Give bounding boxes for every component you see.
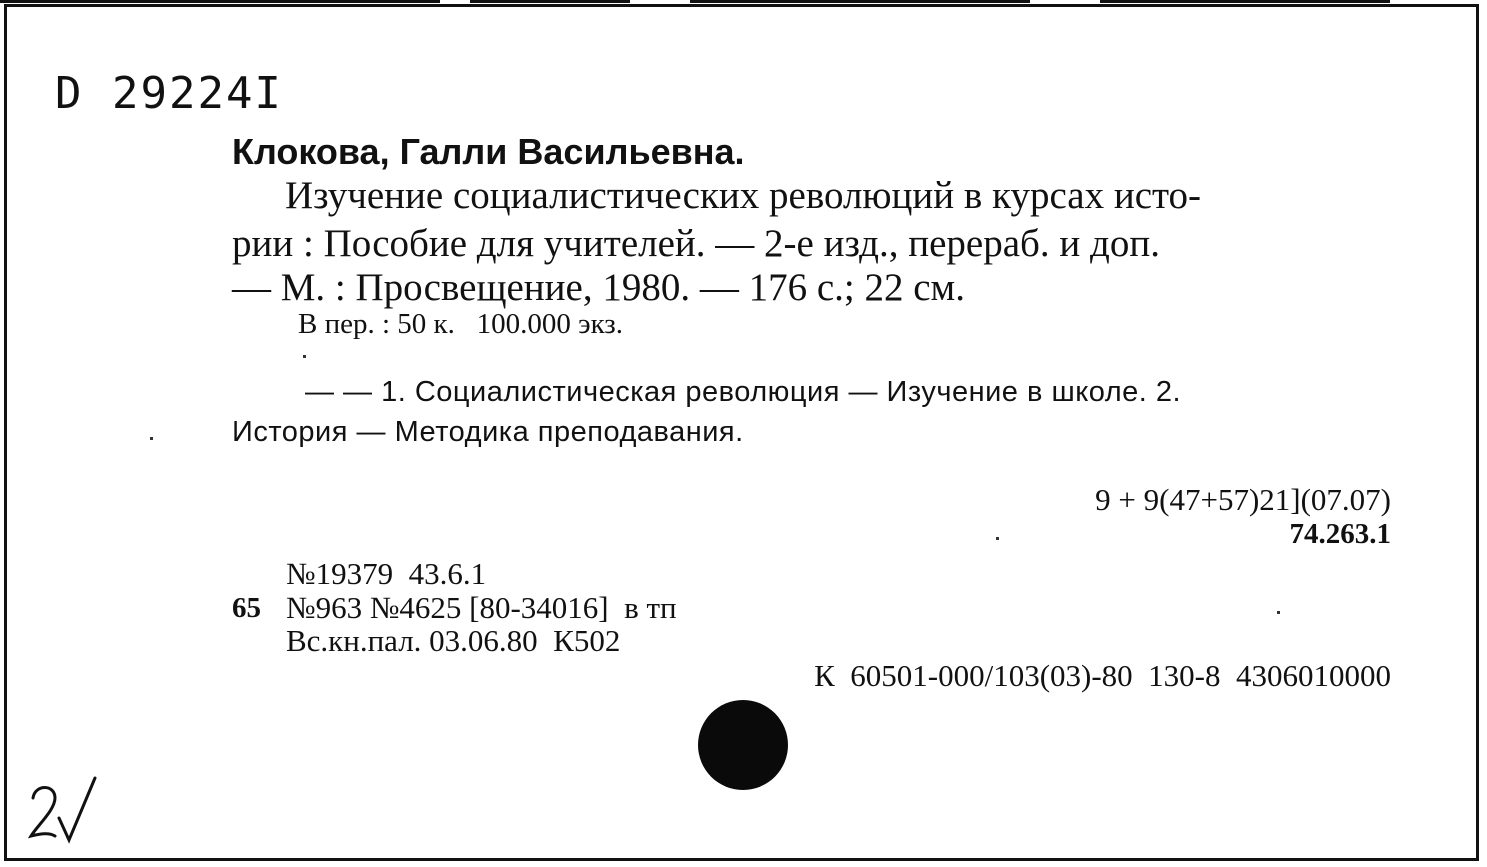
handwritten-mark	[25, 770, 105, 850]
top-border-segment	[470, 0, 630, 3]
title-line-2: рии : Пособие для учителей. — 2-е изд., перераб. и доп.	[232, 222, 1160, 265]
subjects-line-1: — — 1. Социалистическая революция — Изучение в школе. 2.	[305, 376, 1182, 408]
speck	[996, 537, 999, 540]
record-number: №19379 43.6.1	[286, 556, 487, 591]
author-heading: Клокова, Галли Васильевна.	[232, 131, 745, 172]
top-border-segment	[1100, 0, 1390, 3]
index-line: К 60501-000/103(03)-80 130-8 4306010000	[814, 658, 1391, 693]
top-border-segment	[690, 0, 1030, 3]
speck	[303, 355, 306, 358]
record-line-3: Вс.кн.пал. 03.06.80 К502	[286, 623, 621, 658]
price-line: В пер. : 50 к. 100.000 экз.	[298, 308, 623, 340]
bbk-index: 74.263.1	[1289, 518, 1391, 550]
call-number: D 29224I	[55, 68, 283, 119]
subjects-line-2: История — Методика преподавания.	[232, 416, 744, 448]
title-line-1: Изучение социалистических революций в курсах исто-	[285, 174, 1202, 217]
speck	[150, 437, 153, 440]
udc-index: 9 + 9(47+57)21](07.07)	[1095, 482, 1391, 517]
code-65: 65	[232, 592, 261, 624]
title-line-3: — М. : Просвещение, 1980. — 176 с.; 22 см.	[232, 266, 965, 309]
top-border-segment	[0, 0, 440, 3]
punch-hole	[698, 700, 788, 790]
record-line-2: №963 №4625 [80-34016] в тп	[286, 590, 677, 625]
speck	[1277, 611, 1280, 614]
